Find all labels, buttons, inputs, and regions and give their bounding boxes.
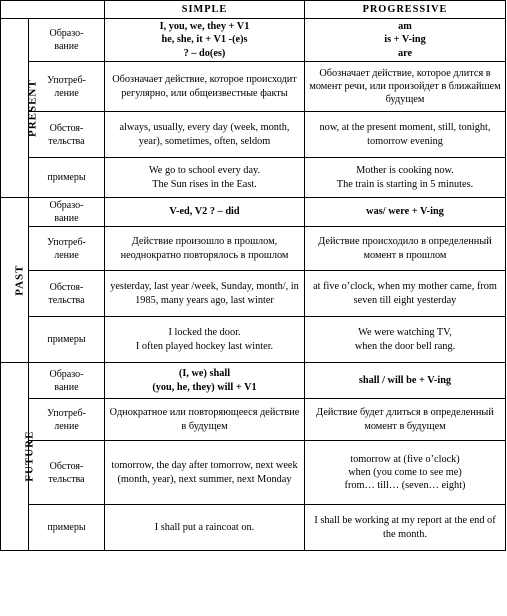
- future-simple-formation: (I, we) shall (you, he, they) will + V1: [105, 363, 305, 399]
- present-progressive-examples: Mother is cooking now. The train is starting in 5 minutes.: [305, 158, 506, 198]
- header-empty: [1, 1, 105, 19]
- header-simple: SIMPLE: [105, 1, 305, 19]
- present-examples-row: [1, 158, 506, 198]
- past-adverbials-row: [1, 271, 506, 317]
- present-simple-examples: We go to school every day. The Sun rises in the East.: [105, 158, 305, 198]
- past-progressive-adverbials: at five o’clock, when my mother came, from seven till eight yesterday: [305, 271, 506, 317]
- row-label-usage: Употреб- ление: [29, 399, 105, 441]
- future-usage-row: [1, 399, 506, 441]
- present-progressive-formation: am is + V-ing are: [305, 19, 506, 62]
- future-examples-row: [1, 505, 506, 551]
- header-row: [1, 1, 506, 19]
- future-simple-examples: I shall put a raincoat on.: [105, 505, 305, 551]
- past-progressive-formation: was/ were + V-ing: [305, 198, 506, 227]
- present-usage-row: [1, 62, 506, 112]
- future-progressive-usage: Действие будет длиться в определенный момент в будущем: [305, 399, 506, 441]
- future-progressive-adverbials: tomorrow at (five o’clock) when (you come to see me) from… till… (seven… eight): [305, 441, 506, 505]
- row-label-examples: примеры: [29, 158, 105, 198]
- present-simple-adverbials: always, usually, every day (week, month, year), sometimes, often, seldom: [105, 112, 305, 158]
- past-usage-row: [1, 227, 506, 271]
- row-label-formation: Образо- вание: [29, 19, 105, 62]
- row-label-usage: Употреб- ление: [29, 227, 105, 271]
- past-progressive-examples: We were watching TV, when the door bell rang.: [305, 317, 506, 363]
- future-formation-row: [1, 363, 506, 399]
- row-label-examples: примеры: [29, 317, 105, 363]
- past-simple-examples: I locked the door. I often played hockey last winter.: [105, 317, 305, 363]
- past-formation-row: [1, 198, 506, 227]
- tense-present: [1, 19, 39, 198]
- tense-past-label: PAST: [13, 264, 26, 296]
- row-label-formation: Образо- вание: [29, 363, 105, 399]
- future-simple-adverbials: tomorrow, the day after tomorrow, next week (month, year), next summer, next Monday: [105, 441, 305, 505]
- present-progressive-usage: Обозначает действие, которое длится в момент речи, или произойдет в ближайшем будущем: [305, 62, 506, 112]
- present-adverbials-row: [1, 112, 506, 158]
- present-simple-formation: I, you, we, they + V1 he, she, it + V1 -(e)s ? – do(es): [105, 19, 305, 62]
- row-label-formation: Образо- вание: [29, 198, 105, 227]
- tense-future-label: FUTURE: [23, 430, 36, 483]
- past-simple-usage: Действие произошло в прошлом, неоднократно повторялось в прошлом: [105, 227, 305, 271]
- past-simple-formation: V-ed, V2 ? – did: [105, 198, 305, 227]
- tense-present-label: PRESENT: [26, 79, 39, 137]
- row-label-examples: примеры: [29, 505, 105, 551]
- row-label-usage: Употреб- ление: [29, 62, 105, 112]
- past-examples-row: [1, 317, 506, 363]
- row-label-adverbials: Обстоя- тельства: [29, 271, 105, 317]
- past-progressive-usage: Действие происходило в определенный момент в прошлом: [305, 227, 506, 271]
- row-label-adverbials: Обстоя- тельства: [29, 441, 105, 505]
- future-adverbials-row: [1, 441, 506, 505]
- row-label-adverbials: Обстоя- тельства: [29, 112, 105, 158]
- header-progressive: PROGRESSIVE: [305, 1, 506, 19]
- future-progressive-formation: shall / will be + V-ing: [305, 363, 506, 399]
- present-simple-usage: Обозначает действие, которое происходит регулярно, или общеизвестные факты: [105, 62, 305, 112]
- future-simple-usage: Однократное или повторяющееся действие в будущем: [105, 399, 305, 441]
- present-progressive-adverbials: now, at the present moment, still, tonight, tomorrow evening: [305, 112, 506, 158]
- past-simple-adverbials: yesterday, last year /week, Sunday, month/, in 1985, many years ago, last winter: [105, 271, 305, 317]
- tense-future: [1, 363, 36, 551]
- future-progressive-examples: I shall be working at my report at the end of the month.: [305, 505, 506, 551]
- present-formation-row: [1, 19, 506, 62]
- tense-past: [1, 198, 29, 363]
